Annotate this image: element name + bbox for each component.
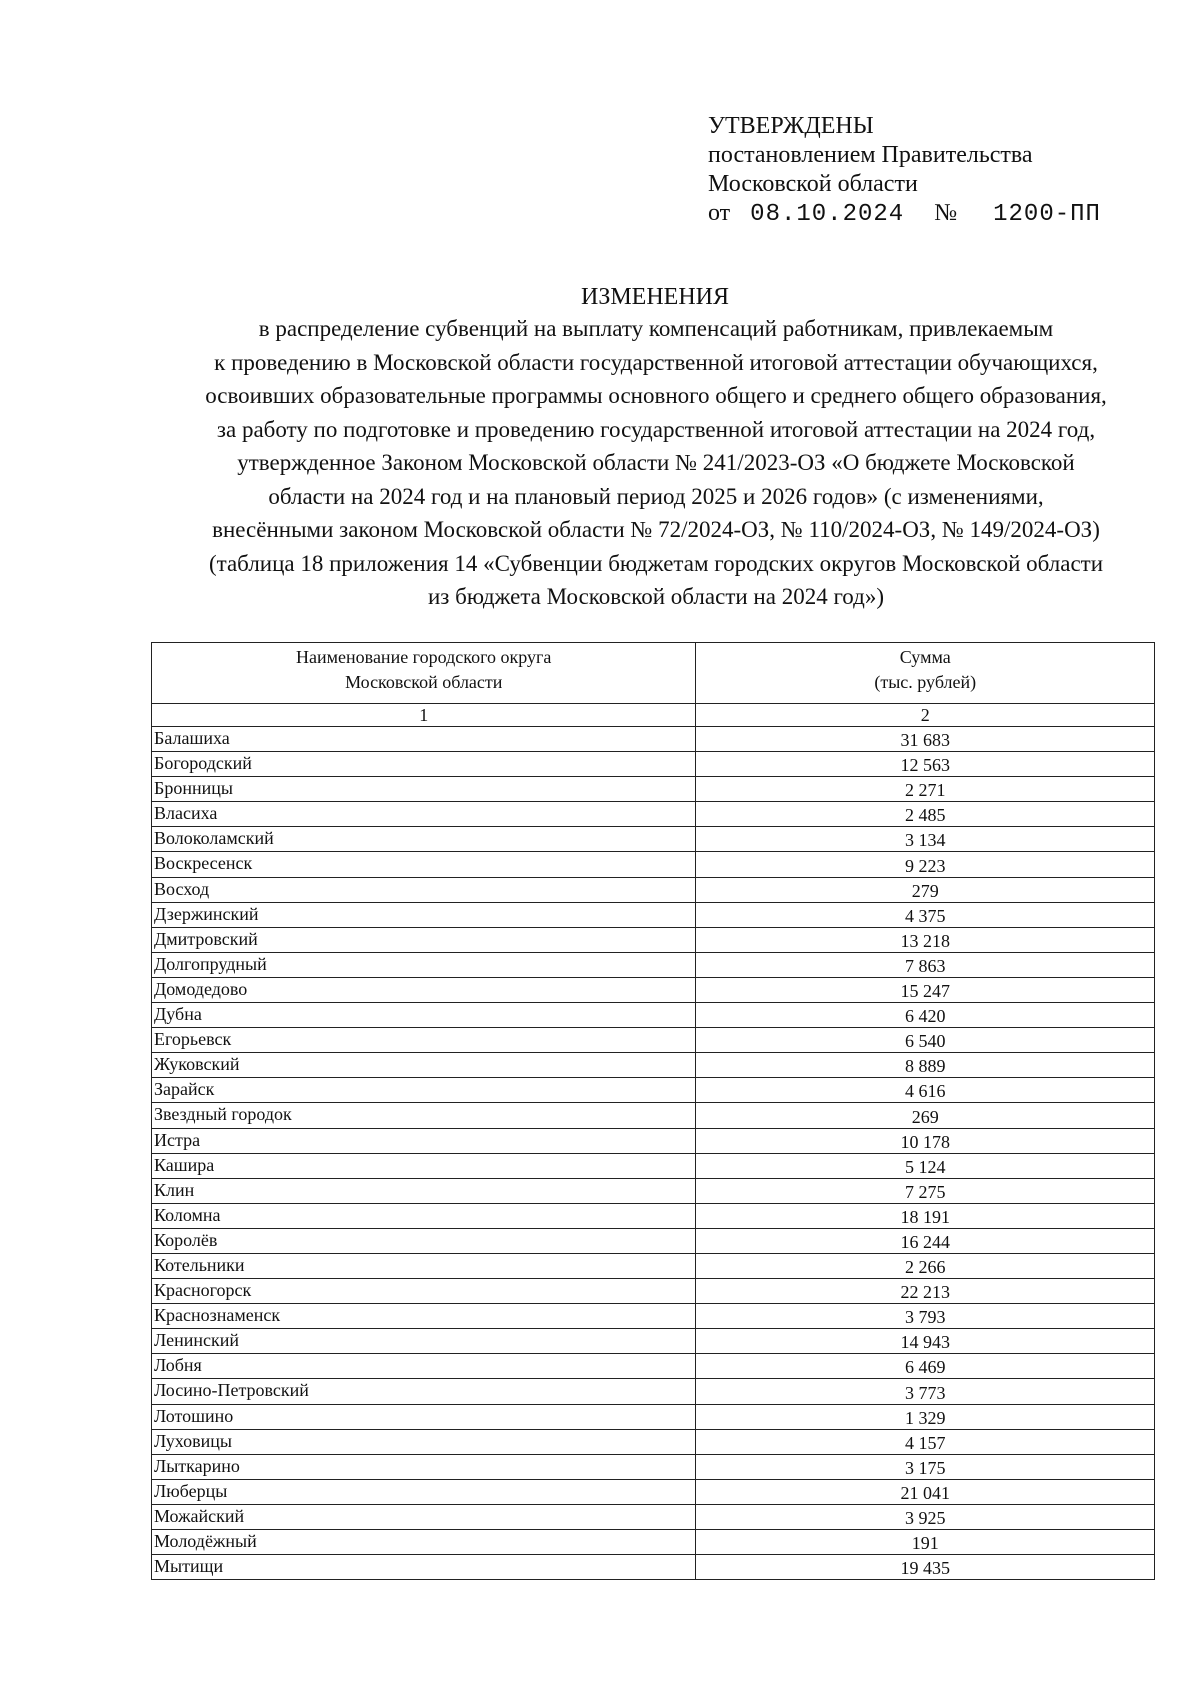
header-col2-line2: (тыс. рублей) <box>874 672 977 692</box>
column-number-2: 2 <box>696 704 1155 727</box>
sum-cell: 3 793 <box>696 1304 1155 1329</box>
sum-cell: 7 275 <box>696 1178 1155 1203</box>
district-name-cell: Истра <box>152 1128 696 1153</box>
sum-cell: 18 191 <box>696 1203 1155 1228</box>
sum-cell: 269 <box>696 1103 1155 1128</box>
sum-cell: 2 485 <box>696 802 1155 827</box>
sum-cell: 6 469 <box>696 1354 1155 1379</box>
district-name-cell: Дмитровский <box>152 927 696 952</box>
approval-title: УТВЕРЖДЕНЫ <box>708 113 874 139</box>
table-row <box>152 1103 1155 1128</box>
district-name-cell: Клин <box>152 1178 696 1203</box>
approval-line-2: Московской области <box>708 171 918 197</box>
table-row <box>152 1203 1155 1228</box>
subtitle-line: внесёнными законом Московской области № 72/2024-ОЗ, № 110/2024-ОЗ, № 149/2024-ОЗ) <box>212 517 1100 542</box>
header-col1-line2: Московской области <box>345 672 503 692</box>
sum-cell: 13 218 <box>696 927 1155 952</box>
table-row <box>152 1555 1155 1580</box>
district-name-cell: Можайский <box>152 1504 696 1529</box>
district-name-cell: Зарайск <box>152 1078 696 1103</box>
approval-line-1: постановлением Правительства <box>708 142 1033 168</box>
table-row <box>152 1530 1155 1555</box>
table-row <box>152 727 1155 752</box>
district-name-cell: Краснознаменск <box>152 1304 696 1329</box>
sum-cell: 3 925 <box>696 1504 1155 1529</box>
district-name-cell: Богородский <box>152 752 696 777</box>
sum-cell: 2 266 <box>696 1253 1155 1278</box>
table-row <box>152 1429 1155 1454</box>
table-row <box>152 802 1155 827</box>
district-name-cell: Коломна <box>152 1203 696 1228</box>
table-row <box>152 952 1155 977</box>
district-name-cell: Звездный городок <box>152 1103 696 1128</box>
sum-cell: 4 616 <box>696 1078 1155 1103</box>
header-col1-line1: Наименование городского округа <box>296 647 552 667</box>
sum-cell: 3 134 <box>696 827 1155 852</box>
district-name-cell: Мытищи <box>152 1555 696 1580</box>
table-row <box>152 1178 1155 1203</box>
sum-cell: 7 863 <box>696 952 1155 977</box>
sum-cell: 21 041 <box>696 1479 1155 1504</box>
district-name-cell: Люберцы <box>152 1479 696 1504</box>
sum-cell: 2 271 <box>696 777 1155 802</box>
district-name-cell: Балашиха <box>152 727 696 752</box>
approval-block <box>708 112 1101 229</box>
table-body <box>152 727 1155 1580</box>
table-row <box>152 1053 1155 1078</box>
column-number-1: 1 <box>152 704 696 727</box>
district-name-cell: Кашира <box>152 1153 696 1178</box>
district-name-cell: Лобня <box>152 1354 696 1379</box>
sum-cell: 3 175 <box>696 1454 1155 1479</box>
number-sign: № <box>934 200 958 226</box>
subtitle-line: освоивших образовательные программы основного общего и среднего общего образования, <box>205 383 1107 408</box>
document-title: ИЗМЕНЕНИЯ <box>580 284 730 310</box>
subtitle-line: из бюджета Московской области на 2024 год») <box>427 584 885 609</box>
district-name-cell: Лыткарино <box>152 1454 696 1479</box>
district-name-cell: Егорьевск <box>152 1028 696 1053</box>
table-row <box>152 1379 1155 1404</box>
table-row <box>152 877 1155 902</box>
sum-cell: 6 420 <box>696 1003 1155 1028</box>
header-col2-line1: Сумма <box>899 647 951 667</box>
district-name-cell: Домодедово <box>152 977 696 1002</box>
table-row <box>152 777 1155 802</box>
sum-cell: 279 <box>696 877 1155 902</box>
district-name-cell: Ленинский <box>152 1329 696 1354</box>
sum-cell: 31 683 <box>696 727 1155 752</box>
table-row <box>152 827 1155 852</box>
district-name-cell: Луховицы <box>152 1429 696 1454</box>
district-name-cell: Волоколамский <box>152 827 696 852</box>
subtitle-line: области на 2024 год и на плановый период 2025 и 2026 годов» (с изменениями, <box>268 483 1044 509</box>
district-name-cell: Королёв <box>152 1228 696 1253</box>
district-name-cell: Лосино-Петровский <box>152 1379 696 1404</box>
district-name-cell: Дубна <box>152 1003 696 1028</box>
table-row <box>152 1128 1155 1153</box>
approval-date-line <box>708 199 1101 229</box>
subtitle-line: к проведению в Московской области государственной итоговой аттестации обучающихся, <box>214 349 1098 375</box>
table-row <box>152 852 1155 877</box>
district-name-cell: Красногорск <box>152 1279 696 1304</box>
table-row <box>152 1329 1155 1354</box>
resolution-number: 1200-ПП <box>993 201 1101 228</box>
sum-cell: 15 247 <box>696 977 1155 1002</box>
district-name-cell: Жуковский <box>152 1053 696 1078</box>
table-row <box>152 1253 1155 1278</box>
sum-cell: 19 435 <box>696 1555 1155 1580</box>
date-prefix: от <box>708 200 731 226</box>
table-row <box>152 1479 1155 1504</box>
table-row <box>152 1153 1155 1178</box>
sum-cell: 4 375 <box>696 902 1155 927</box>
document-subtitle <box>140 312 1172 614</box>
district-name-cell: Молодёжный <box>152 1530 696 1555</box>
district-name-cell: Воскресенск <box>152 852 696 877</box>
table-row <box>152 1454 1155 1479</box>
sum-cell: 191 <box>696 1530 1155 1555</box>
sum-cell: 9 223 <box>696 852 1155 877</box>
sum-cell: 14 943 <box>696 1329 1155 1354</box>
table-row <box>152 1279 1155 1304</box>
table-row <box>152 927 1155 952</box>
sum-cell: 12 563 <box>696 752 1155 777</box>
column-number-row <box>152 704 1155 727</box>
subtitle-line: в распределение субвенций на выплату компенсаций работникам, привлекаемым <box>258 316 1054 341</box>
district-name-cell: Бронницы <box>152 777 696 802</box>
distribution-table <box>151 642 1155 1580</box>
table-row <box>152 1304 1155 1329</box>
header-district-name <box>152 643 696 704</box>
table-row <box>152 902 1155 927</box>
sum-cell: 3 773 <box>696 1379 1155 1404</box>
table-row <box>152 752 1155 777</box>
sum-cell: 6 540 <box>696 1028 1155 1053</box>
resolution-date: 08.10.2024 <box>750 201 905 228</box>
table-row <box>152 1228 1155 1253</box>
table-header-row <box>152 643 1155 704</box>
sum-cell: 16 244 <box>696 1228 1155 1253</box>
sum-cell: 1 329 <box>696 1404 1155 1429</box>
district-name-cell: Дзержинский <box>152 902 696 927</box>
sum-cell: 8 889 <box>696 1053 1155 1078</box>
table-row <box>152 1504 1155 1529</box>
sum-cell: 22 213 <box>696 1279 1155 1304</box>
header-sum <box>696 643 1155 704</box>
table-row <box>152 1404 1155 1429</box>
table-row <box>152 1028 1155 1053</box>
subtitle-line: (таблица 18 приложения 14 «Субвенции бюджетам городских округов Московской области <box>208 550 1104 576</box>
subtitle-line: утвержденное Законом Московской области № 241/2023-ОЗ «О бюджете Московской <box>237 450 1075 475</box>
sum-cell: 4 157 <box>696 1429 1155 1454</box>
district-name-cell: Власиха <box>152 802 696 827</box>
district-name-cell: Восход <box>152 877 696 902</box>
district-name-cell: Лотошино <box>152 1404 696 1429</box>
subtitle-line: за работу по подготовке и проведению государственной итоговой аттестации на 2024 год, <box>216 416 1096 442</box>
table-row <box>152 1003 1155 1028</box>
table-row <box>152 1078 1155 1103</box>
district-name-cell: Котельники <box>152 1253 696 1278</box>
table-row <box>152 977 1155 1002</box>
sum-cell: 10 178 <box>696 1128 1155 1153</box>
sum-cell: 5 124 <box>696 1153 1155 1178</box>
district-name-cell: Долгопрудный <box>152 952 696 977</box>
table-row <box>152 1354 1155 1379</box>
